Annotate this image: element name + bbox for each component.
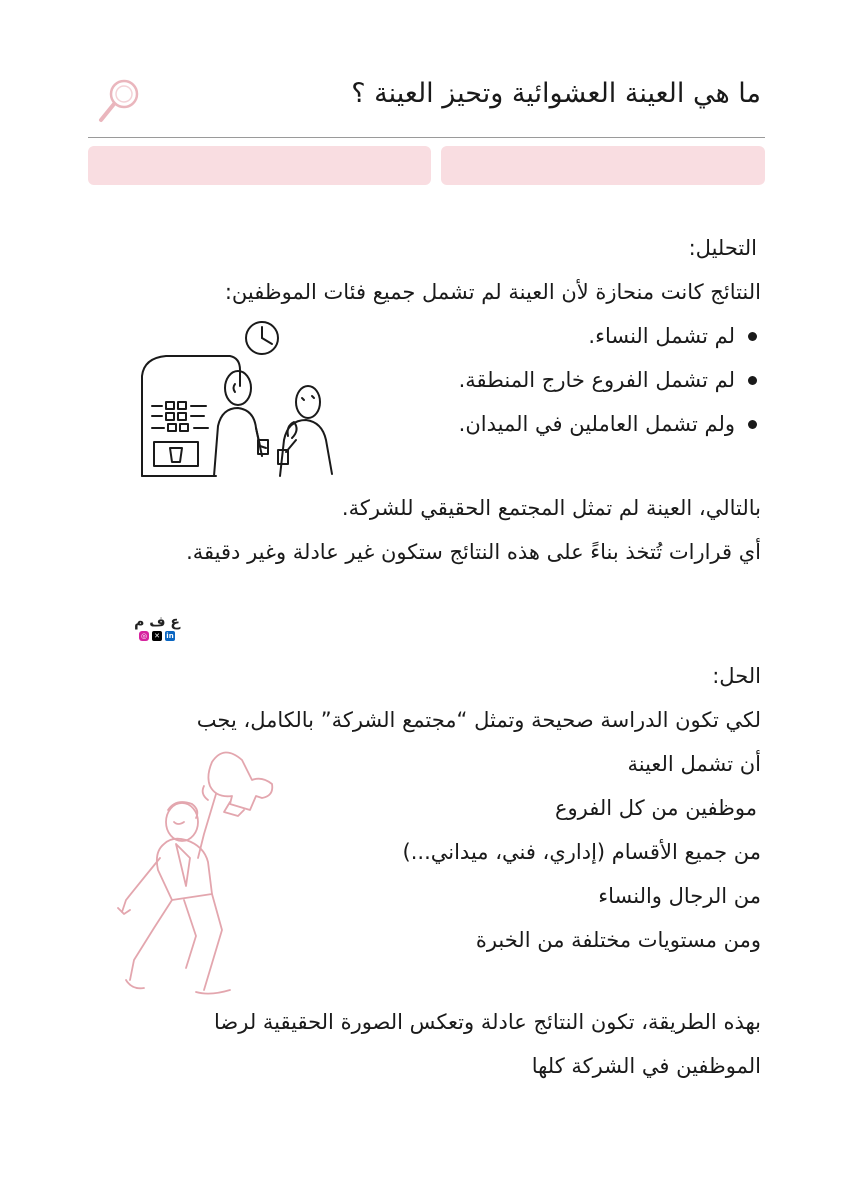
solution-closing-2: الموظفين في الشركة كلها xyxy=(531,1054,761,1078)
magnifier-icon xyxy=(93,74,145,126)
list-item: ولم تشمل العاملين في الميدان. xyxy=(459,402,761,446)
solution-line-1: لكي تكون الدراسة صحيحة وتمثل “مجتمع الشركة” بالكامل، يجب xyxy=(196,708,761,732)
social-icons xyxy=(132,631,182,641)
solution-line-2: أن تشمل العينة xyxy=(627,752,761,776)
list-item: لم تشمل النساء. xyxy=(459,314,761,358)
office-illustration xyxy=(136,316,346,482)
solution-item: ومن مستويات مختلفة من الخبرة xyxy=(475,928,761,952)
solution-item: موظفين من كل الفروع xyxy=(554,796,757,820)
solution-heading: الحل: xyxy=(712,664,761,688)
analysis-intro: النتائج كانت منحازة لأن العينة لم تشمل جميع فئات الموظفين: xyxy=(224,280,761,304)
brand-logo-text: ع ف م xyxy=(134,614,180,630)
analysis-conclusion-2: أي قرارات تُتخذ بناءً على هذه النتائج ستكون غير عادلة وغير دقيقة. xyxy=(186,540,761,564)
analysis-heading: التحليل: xyxy=(688,236,757,260)
linkedin-icon: in xyxy=(166,632,174,640)
instagram-icon: ◎ xyxy=(140,632,148,640)
title-divider xyxy=(88,137,765,138)
list-item: لم تشمل الفروع خارج المنطقة. xyxy=(459,358,761,402)
analysis-conclusion-1: بالتالي، العينة لم تمثل المجتمع الحقيقي للشركة. xyxy=(341,496,761,520)
trophy-person-illustration xyxy=(112,740,282,1002)
solution-item: من الرجال والنساء xyxy=(598,884,761,908)
x-icon: ✕ xyxy=(152,631,162,641)
page-title: ما هي العينة العشوائية وتحيز العينة ؟ xyxy=(351,78,761,109)
highlight-bar-right xyxy=(441,146,765,185)
solution-closing-1: بهذه الطريقة، تكون النتائج عادلة وتعكس الصورة الحقيقية لرضا xyxy=(214,1010,761,1034)
highlight-bar-left xyxy=(88,146,431,185)
solution-item: من جميع الأقسام (إداري، فني، ميداني...) xyxy=(402,840,761,864)
brand-logo xyxy=(132,614,182,641)
analysis-bullet-list xyxy=(459,314,761,446)
